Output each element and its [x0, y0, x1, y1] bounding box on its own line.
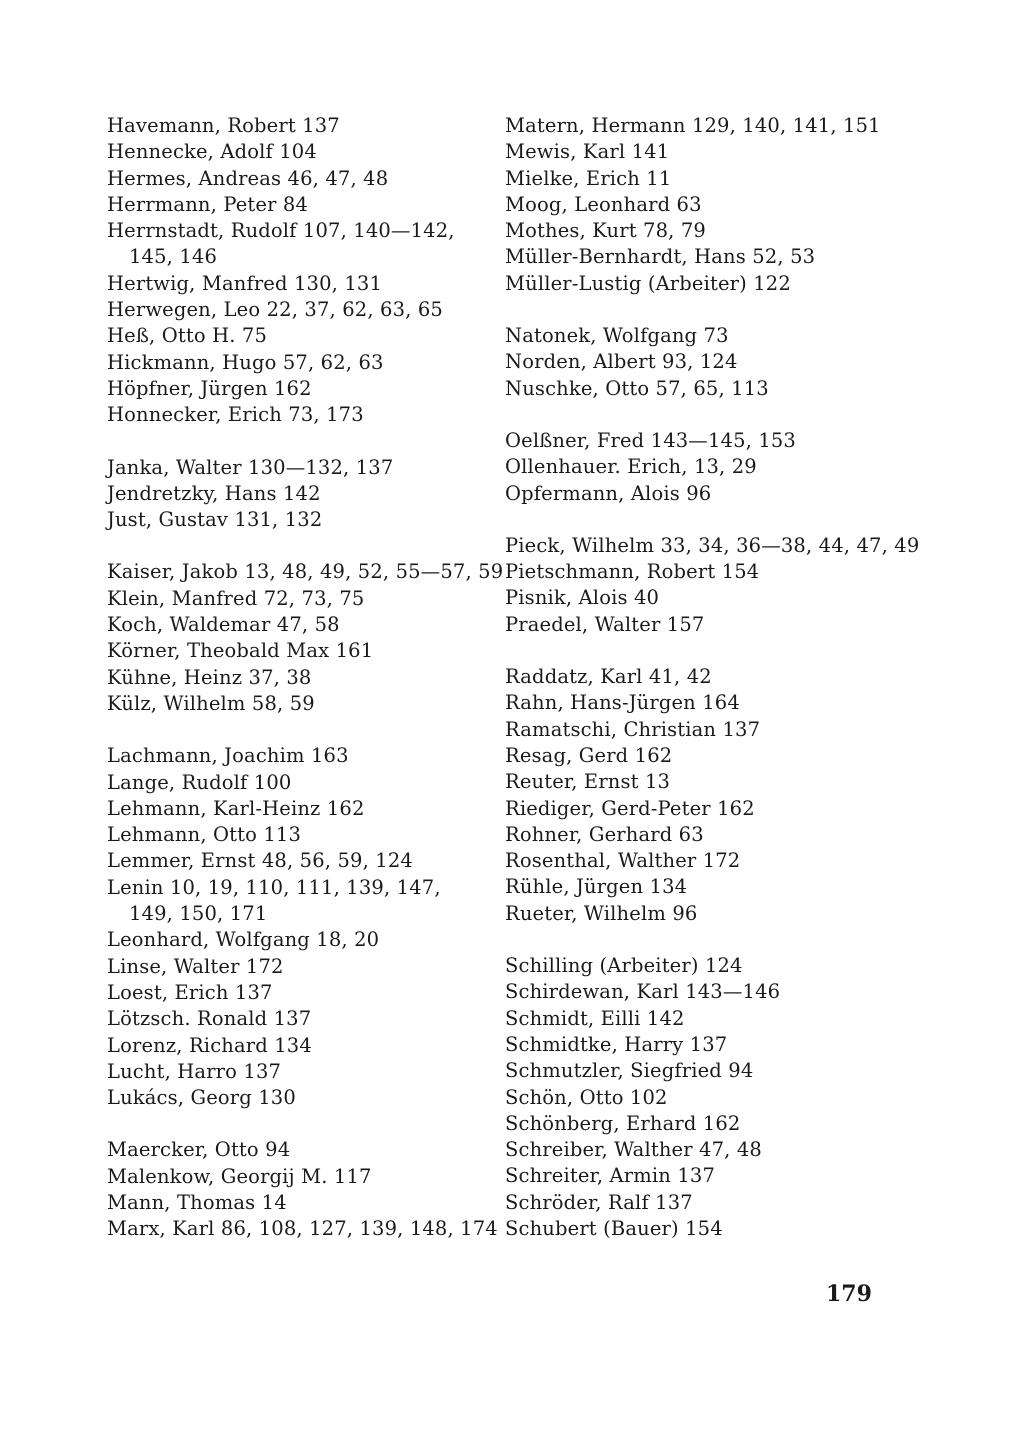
index-entry: Janka, Walter 130—132, 137 — [107, 455, 394, 479]
index-entry: Schmidt, Eilli 142 — [505, 1006, 685, 1030]
index-entry: Müller-Lustig (Arbeiter) 122 — [505, 271, 791, 295]
index-entry: Opfermann, Alois 96 — [505, 481, 712, 505]
index-entry: Schreiber, Walther 47, 48 — [505, 1138, 762, 1162]
index-entry: Lukács, Georg 130 — [107, 1086, 296, 1110]
index-entry: Riediger, Gerd-Peter 162 — [505, 796, 755, 820]
index-entry: Lehmann, Otto 113 — [107, 823, 302, 847]
index-column-left — [107, 113, 504, 1269]
index-entry: Schön, Otto 102 — [505, 1085, 668, 1109]
index-entry: Schreiter, Armin 137 — [505, 1164, 715, 1188]
index-entry: Ramatschi, Christian 137 — [505, 717, 761, 741]
index-letter-group — [505, 953, 895, 1242]
index-entry: Lötzsch. Ronald 137 — [107, 1007, 312, 1031]
index-entry: Rühle, Jürgen 134 — [505, 875, 688, 899]
index-entry: Lange, Rudolf 100 — [107, 770, 292, 794]
index-entry: Just, Gustav 131, 132 — [107, 508, 323, 532]
index-entry: Klein, Manfred 72, 73, 75 — [107, 586, 365, 610]
index-entry: Pieck, Wilhelm 33, 34, 36—38, 44, 47, 49 — [505, 533, 920, 557]
index-entry: Rohner, Gerhard 63 — [505, 822, 704, 846]
index-entry: Herwegen, Leo 22, 37, 62, 63, 65 — [107, 298, 443, 322]
index-entry: Resag, Gerd 162 — [505, 743, 673, 767]
index-entry: Lorenz, Richard 134 — [107, 1033, 312, 1057]
index-letter-group — [107, 743, 497, 1111]
index-entry: Marx, Karl 86, 108, 127, 139, 148, 174 — [107, 1217, 498, 1241]
index-letter-group — [107, 559, 504, 717]
index-entry: Höpfner, Jürgen 162 — [107, 376, 312, 400]
index-entry: Matern, Hermann 129, 140, 141, 151 — [505, 114, 881, 137]
index-entry: Ollenhauer. Erich, 13, 29 — [505, 455, 757, 479]
index-entry: Schirdewan, Karl 143—146 — [505, 980, 781, 1004]
index-entry: Mann, Thomas 14 — [107, 1190, 287, 1214]
index-entry: Mewis, Karl 141 — [505, 140, 670, 164]
index-entry: Malenkow, Georgij M. 117 — [107, 1164, 372, 1188]
index-entry: Herrnstadt, Rudolf 107, 140—142, 145, 146 — [107, 219, 455, 269]
index-entry: Moog, Leonhard 63 — [505, 192, 702, 216]
index-entry: Schubert (Bauer) 154 — [505, 1216, 723, 1240]
index-entry: Hickmann, Hugo 57, 62, 63 — [107, 350, 384, 374]
index-entry: Raddatz, Karl 41, 42 — [505, 665, 712, 689]
index-letter-group — [107, 113, 497, 429]
index-entry: Jendretzky, Hans 142 — [107, 481, 321, 505]
index-entry: Loest, Erich 137 — [107, 980, 273, 1004]
index-letter-group — [107, 455, 497, 534]
index-entry: Lemmer, Ernst 48, 56, 59, 124 — [107, 849, 413, 873]
index-entry: Leonhard, Wolfgang 18, 20 — [107, 928, 380, 952]
index-entry: Schönberg, Erhard 162 — [505, 1111, 741, 1135]
index-entry: Pisnik, Alois 40 — [505, 586, 660, 610]
index-entry: Rahn, Hans-Jürgen 164 — [505, 691, 740, 715]
index-entry: Reuter, Ernst 13 — [505, 770, 671, 794]
index-letter-group — [505, 323, 895, 402]
index-entry: Lachmann, Joachim 163 — [107, 744, 349, 768]
index-entry: Pietschmann, Robert 154 — [505, 560, 760, 584]
index-entry: Praedel, Walter 157 — [505, 612, 705, 636]
index-entry: Mothes, Kurt 78, 79 — [505, 219, 706, 243]
index-column-right — [505, 113, 920, 1268]
index-entry: Oelßner, Fred 143—145, 153 — [505, 428, 796, 452]
index-entry: Hennecke, Adolf 104 — [107, 140, 317, 164]
index-entry: Linse, Walter 172 — [107, 954, 284, 978]
index-entry: Schilling (Arbeiter) 124 — [505, 954, 743, 978]
index-entry: Heß, Otto H. 75 — [107, 324, 268, 348]
index-entry: Kühne, Heinz 37, 38 — [107, 665, 312, 689]
index-entry: Natonek, Wolfgang 73 — [505, 324, 729, 348]
index-letter-group — [505, 428, 895, 507]
index-letter-group — [107, 1137, 497, 1242]
index-entry: Nuschke, Otto 57, 65, 113 — [505, 376, 769, 400]
index-entry: Rosenthal, Walther 172 — [505, 849, 741, 873]
index-entry: Schmidtke, Harry 137 — [505, 1032, 728, 1056]
index-entry: Honnecker, Erich 73, 173 — [107, 403, 364, 427]
index-entry: Lehmann, Karl-Heinz 162 — [107, 796, 365, 820]
index-entry: Hertwig, Manfred 130, 131 — [107, 271, 383, 295]
index-entry: Norden, Albert 93, 124 — [505, 350, 738, 374]
index-letter-group — [505, 113, 895, 297]
index-entry: Lucht, Harro 137 — [107, 1059, 282, 1083]
index-entry: Schmutzler, Siegfried 94 — [505, 1059, 754, 1083]
index-entry: Koch, Waldemar 47, 58 — [107, 613, 340, 637]
page-number: 179 — [826, 1281, 872, 1307]
index-entry: Rueter, Wilhelm 96 — [505, 901, 698, 925]
index-entry: Mielke, Erich 11 — [505, 166, 672, 190]
index-entry: Kaiser, Jakob 13, 48, 49, 52, 55—57, 59 — [107, 560, 504, 584]
index-entry: Körner, Theobald Max 161 — [107, 639, 374, 663]
index-entry: Külz, Wilhelm 58, 59 — [107, 691, 315, 715]
index-entry: Herrmann, Peter 84 — [107, 192, 309, 216]
index-entry: Hermes, Andreas 46, 47, 48 — [107, 166, 389, 190]
index-entry: Lenin 10, 19, 110, 111, 139, 147, 149, 150, 171 — [107, 875, 441, 926]
index-entry: Müller-Bernhardt, Hans 52, 53 — [505, 245, 816, 269]
index-entry: Schröder, Ralf 137 — [505, 1190, 693, 1214]
index-letter-group — [505, 664, 895, 927]
index-entry: Havemann, Robert 137 — [107, 114, 340, 137]
index-entry: Maercker, Otto 94 — [107, 1138, 291, 1162]
index-letter-group — [505, 533, 920, 638]
